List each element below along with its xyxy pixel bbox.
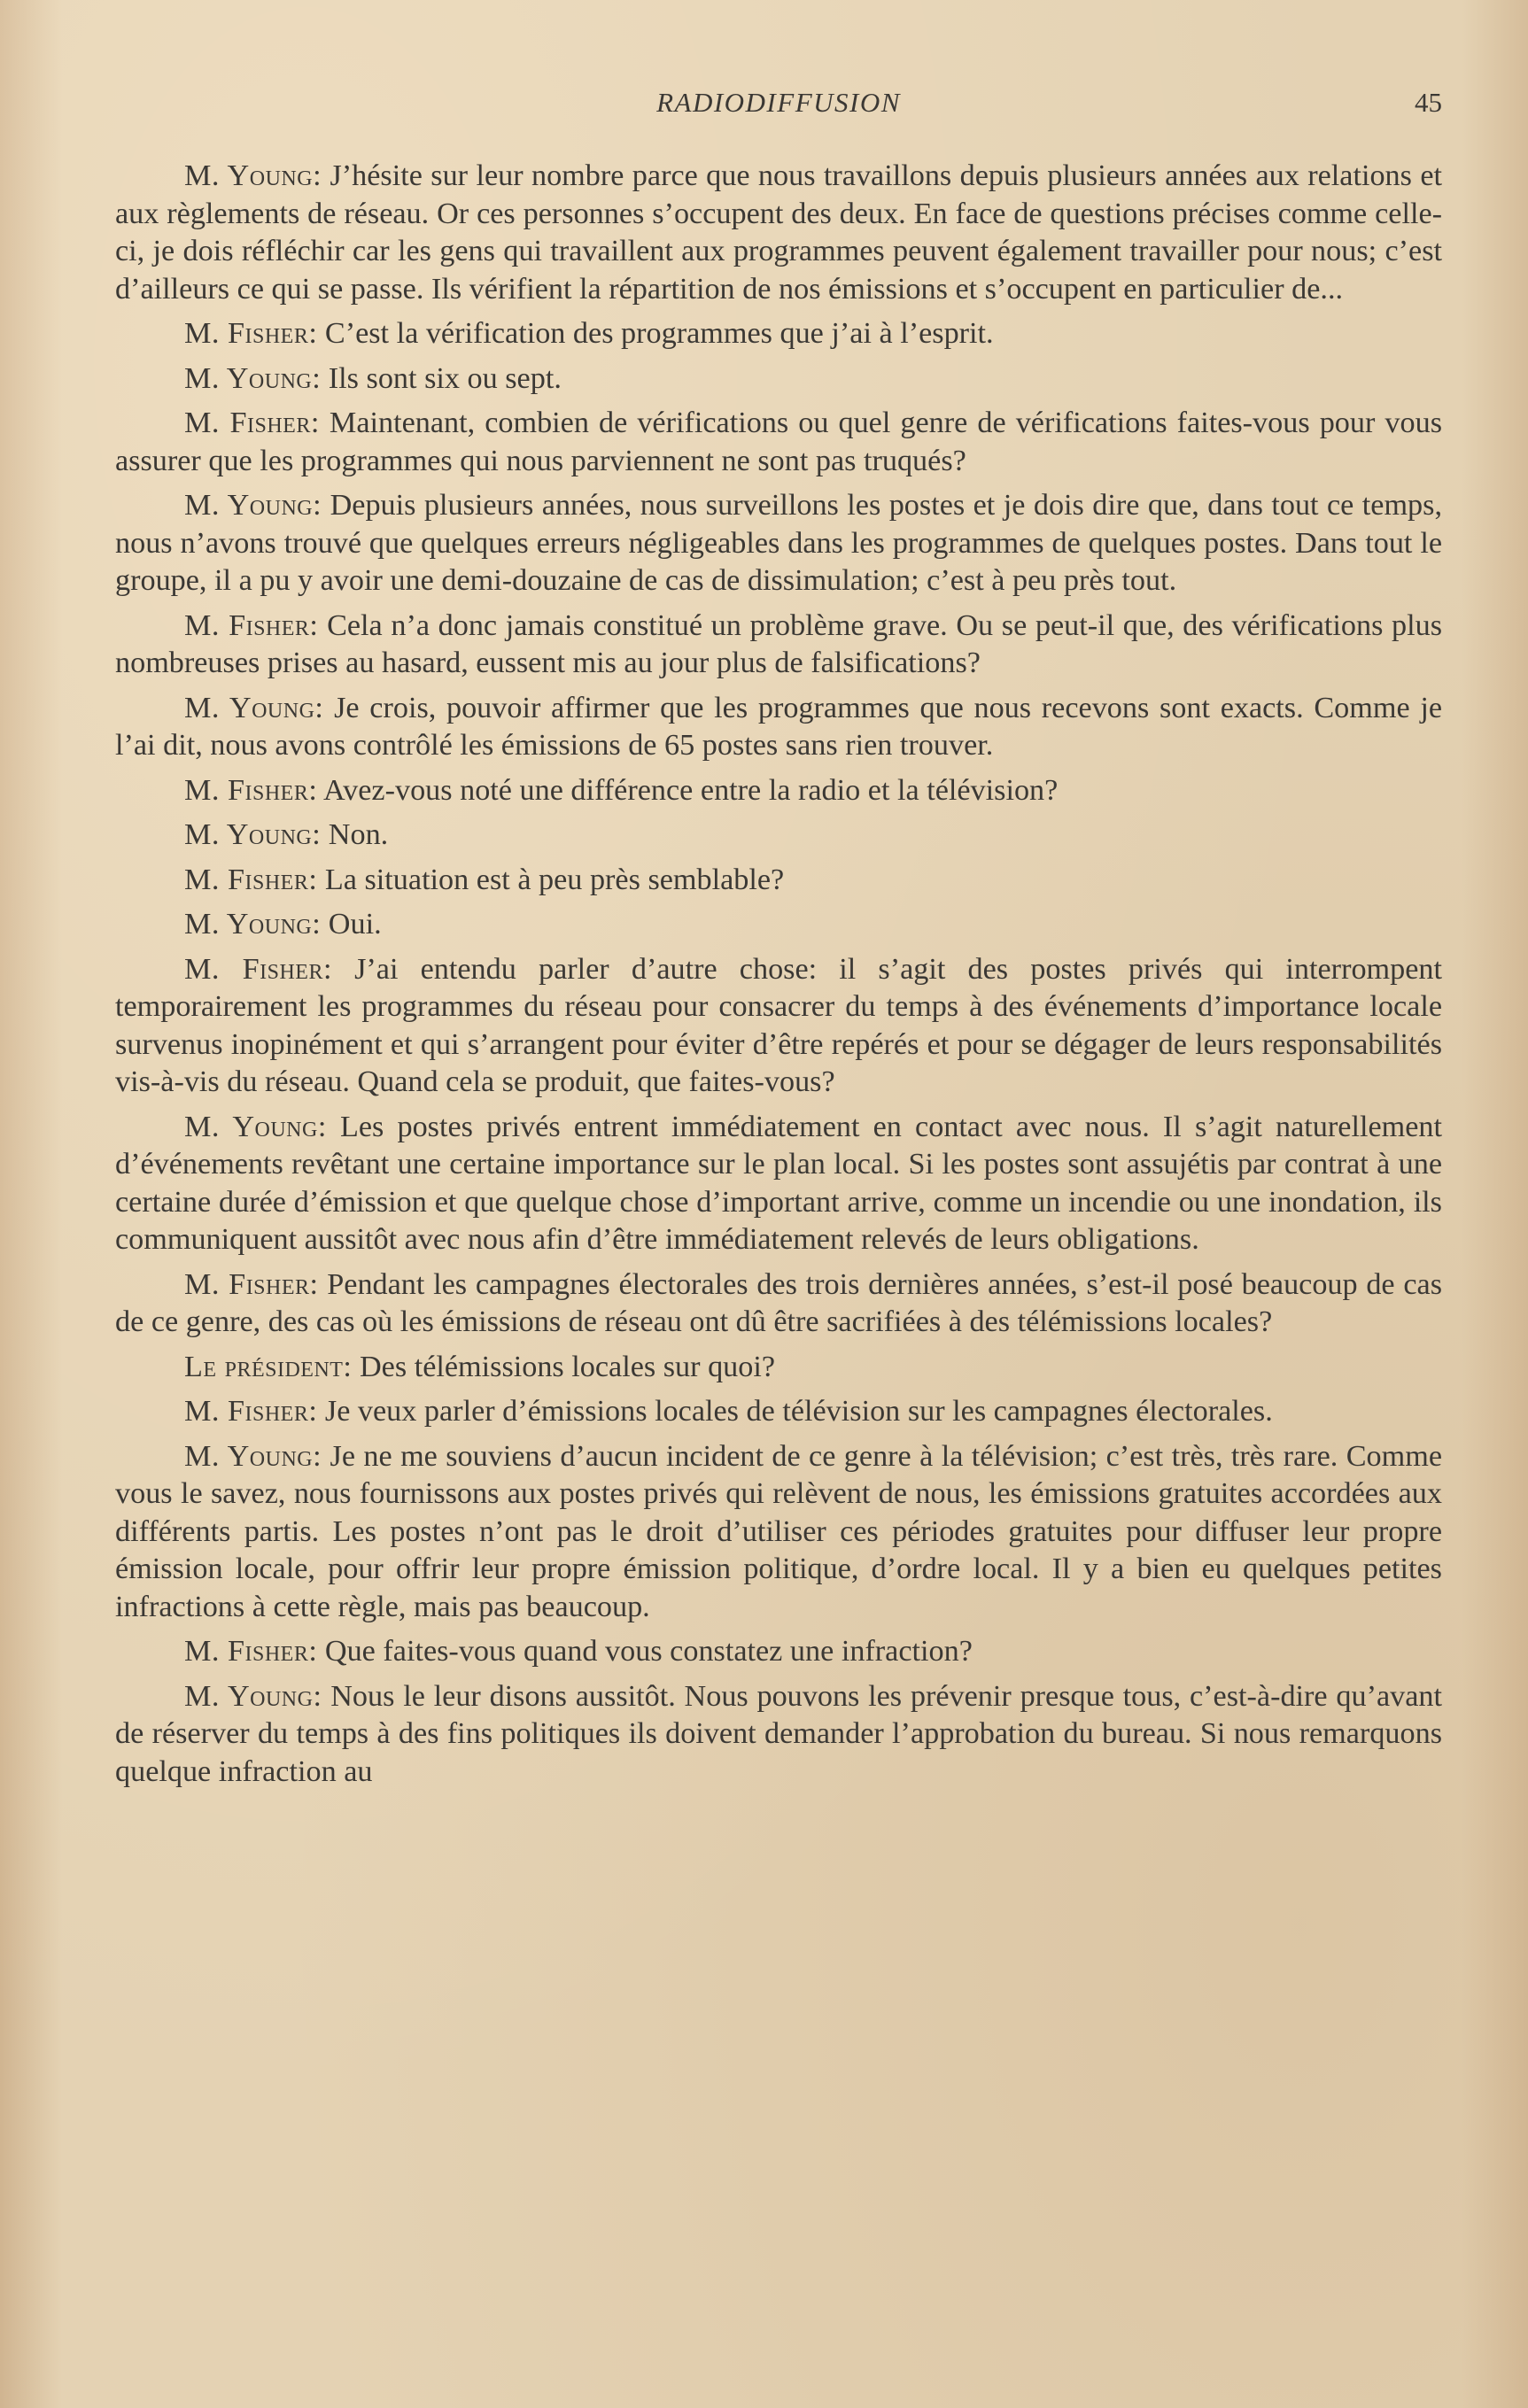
body-text bbox=[115, 158, 1442, 1798]
speaker-name: M. Fisher: bbox=[184, 406, 320, 439]
paragraph-text: J’ai entendu parler d’autre chose: il s’agit des postes privés qui interrompent temporairement les programmes du réseau pour consacrer du temps à des événements d’importance locale survenus inopinément et qui s’arrangent pour éviter d’être repérés et pour se dégager de leurs responsabilités vis-à-vis du réseau. Quand cela se produit, que faites-vous? bbox=[115, 952, 1442, 1098]
paragraph-text: Que faites-vous quand vous constatez une infraction? bbox=[317, 1635, 973, 1668]
paragraph bbox=[115, 817, 1442, 855]
paragraph-text: Non. bbox=[321, 818, 389, 851]
paragraph-text: Maintenant, combien de vérifications ou quel genre de vérifications faites-vous pour vous assurer que les programmes qui nous parviennent ne sont pas truqués? bbox=[115, 406, 1443, 477]
paragraph bbox=[115, 862, 1442, 900]
speaker-name: M. Young: bbox=[184, 1439, 322, 1473]
speaker-name: M. Fisher: bbox=[184, 863, 318, 896]
paragraph-text: Je veux parler d’émissions locales de télévision sur les campagnes électorales. bbox=[317, 1395, 1273, 1428]
speaker-name: M. Fisher: bbox=[184, 773, 318, 807]
speaker-name: M. Young: bbox=[184, 489, 322, 522]
paragraph bbox=[115, 1109, 1442, 1259]
paragraph bbox=[115, 1438, 1442, 1627]
paragraph-text: Ils sont six ou sept. bbox=[321, 361, 562, 395]
speaker-name: M. Young: bbox=[184, 1679, 322, 1713]
speaker-name: M. Fisher: bbox=[184, 1395, 318, 1428]
paragraph-text: La situation est à peu près semblable? bbox=[317, 863, 785, 896]
paragraph bbox=[115, 405, 1442, 480]
paragraph bbox=[115, 1678, 1442, 1792]
speaker-name: M. Fisher: bbox=[184, 317, 318, 350]
paragraph bbox=[115, 315, 1442, 353]
speaker-name: M. Young: bbox=[184, 818, 322, 851]
speaker-name: M. Fisher: bbox=[184, 608, 319, 642]
paragraph bbox=[115, 1349, 1442, 1387]
paragraph bbox=[115, 487, 1442, 600]
speaker-name: M. Fisher: bbox=[184, 1267, 319, 1301]
speaker-name: M. Fisher: bbox=[184, 952, 332, 986]
paragraph bbox=[115, 1266, 1442, 1342]
paragraph-text: Depuis plusieurs années, nous surveillons les postes et je dois dire que, dans tout ce temps, nous n’avons trouvé que quelques erreurs négligeables dans les programmes de quelques postes. Dans tout le groupe, il a pu y avoir une demi-douzaine de cas de dissimulation; c’est à peu près tout. bbox=[115, 489, 1442, 597]
speaker-name: M. Young: bbox=[184, 1110, 327, 1143]
speaker-name: Le président: bbox=[184, 1350, 353, 1383]
paragraph-text: J’hésite sur leur nombre parce que nous travaillons depuis plusieurs années aux relations et aux règlements de réseau. Or ces personnes s’occupent des deux. En face de questions précises comme celle-ci, je dois réfléchir car les gens qui travaillent aux programmes peuvent également travailler pour nous; c’est d’ailleurs ce qui se passe. Ils vérifient la répartition de nos émissions et s’occupent en particulier de... bbox=[115, 159, 1442, 306]
speaker-name: M. Young: bbox=[184, 691, 324, 724]
paragraph-text: Pendant les campagnes électorales des trois dernières années, s’est-il posé beaucoup de cas de ce genre, des cas où les émissions de réseau ont dû être sacrifiées à des télémissions locales? bbox=[115, 1267, 1442, 1338]
paragraph bbox=[115, 360, 1442, 399]
speaker-name: M. Young: bbox=[184, 361, 322, 395]
speaker-name: M. Young: bbox=[184, 908, 322, 941]
paragraph-text: C’est la vérification des programmes que j’ai à l’esprit. bbox=[317, 317, 994, 350]
paragraph bbox=[115, 906, 1442, 944]
paragraph-text: Je crois, pouvoir affirmer que les programmes que nous recevons sont exacts. Comme je l’ai dit, nous avons contrôlé les émissions de 65 postes sans rien trouver. bbox=[115, 691, 1442, 762]
paragraph-text: Les postes privés entrent immédiatement en contact avec nous. Il s’agit naturellement d’événements revêtant une certaine importance sur le plan local. Si les postes sont assujétis par contrat à une certaine durée d’émission et que quelque chose d’important arrive, comme un incendie ou une inondation, ils communiquent aussitôt avec nous afin d’être immédiatement relevés de leurs obligations. bbox=[115, 1110, 1442, 1256]
paragraph-text: Des télémissions locales sur quoi? bbox=[352, 1350, 776, 1383]
paragraph bbox=[115, 1633, 1442, 1671]
paragraph bbox=[115, 690, 1442, 765]
running-head bbox=[115, 87, 1442, 133]
paragraph bbox=[115, 608, 1442, 683]
running-title: RADIODIFFUSION bbox=[656, 87, 901, 118]
paragraph bbox=[115, 158, 1442, 308]
paragraph-text: Nous le leur disons aussitôt. Nous pouvons les prévenir presque tous, c’est-à-dire qu’avant de réserver du temps à des fins politiques ils doivent demander l’approbation du bureau. Si nous remarquons quelque infraction au bbox=[115, 1679, 1442, 1788]
paragraph-text: Oui. bbox=[321, 908, 382, 941]
paragraph-text: Cela n’a donc jamais constitué un problème grave. Ou se peut-il que, des vérifications plus nombreuses prises au hasard, eussent mis au jour plus de falsifications? bbox=[115, 608, 1443, 679]
paragraph bbox=[115, 1393, 1442, 1431]
speaker-name: M. Fisher: bbox=[184, 1635, 318, 1668]
paragraph bbox=[115, 772, 1442, 810]
paragraph-text: Avez-vous noté une différence entre la radio et la télévision? bbox=[317, 773, 1059, 807]
speaker-name: M. Young: bbox=[184, 159, 322, 192]
page-number: 45 bbox=[1415, 87, 1442, 118]
paragraph bbox=[115, 951, 1442, 1102]
paragraph-text: Je ne me souviens d’aucun incident de ce genre à la télévision; c’est très, très rare. Comme vous le savez, nous fournissons aux postes privés qui relèvent de nous, les émissions gratuites accordées aux différents partis. Les postes n’ont pas le droit d’utiliser ces périodes gratuites pour diffuser leur propre émission locale, pour offrir leur propre émission politique, d’ordre local. Il y a bien eu quelques petites infractions à cette règle, mais pas beaucoup. bbox=[115, 1439, 1442, 1623]
